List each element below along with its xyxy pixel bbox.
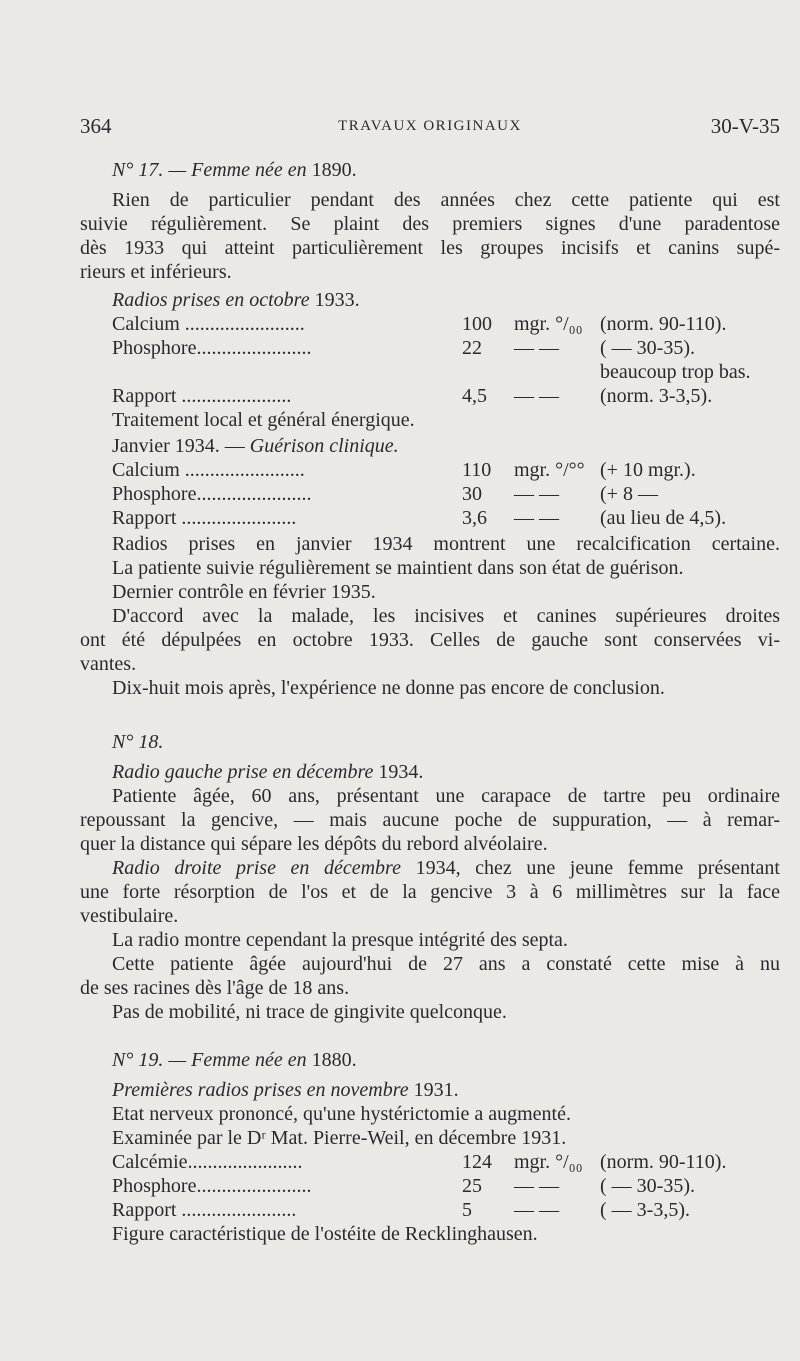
paragraph-line: repoussant la gencive, — mais aucune poche de suppuration, — à remar- xyxy=(80,809,780,831)
table-row: Calcium ........................ 110 mgr. °/°° (+ 10 mgr.). xyxy=(112,459,696,481)
paragraph-line: Examinée par le Dʳ Mat. Pierre-Weil, en décembre 1931. xyxy=(112,1127,567,1149)
paragraph-line: dès 1933 qui atteint particulièrement les groupes incisifs et canins supé- xyxy=(80,237,780,259)
radio-gauche-subheading: Radio gauche prise en décembre 1934. xyxy=(112,761,424,783)
premieres-radios-subheading: Premières radios prises en novembre 1931. xyxy=(112,1079,459,1101)
paragraph-line: quer la distance qui sépare les dépôts du rebord alvéolaire. xyxy=(80,833,548,855)
paragraph-line: vantes. xyxy=(80,653,137,675)
table-row: Calcémie....................... 124 mgr. °/₀₀ (norm. 90-110). xyxy=(112,1151,727,1173)
table-row: Rapport ....................... 3,6 — — (au lieu de 4,5). xyxy=(112,507,727,529)
table-row: Calcium ........................ 100 mgr. °/₀₀ (norm. 90-110). xyxy=(112,313,727,335)
paragraph-line: Radios prises en janvier 1934 montrent une recalcification certaine. xyxy=(112,533,780,555)
paragraph-line: une forte résorption de l'os et de la gencive 3 à 6 millimètres sur la face xyxy=(80,881,780,903)
page-number: 364 xyxy=(80,114,112,138)
issue-date: 30-V-35 xyxy=(710,114,780,138)
paragraph-line: Traitement local et général énergique. xyxy=(112,409,415,431)
table-row: beaucoup trop bas. xyxy=(600,361,751,383)
case-19-heading: N° 19. — Femme née en 1880. xyxy=(112,1049,357,1071)
table-row: Phosphore....................... 30 — — (+ 8 — xyxy=(112,483,658,505)
paragraph-line: D'accord avec la malade, les incisives et canines supérieures droites xyxy=(112,605,780,627)
paragraph-line: Etat nerveux prononcé, qu'une hystérictomie a augmenté. xyxy=(112,1103,571,1125)
table-row: Phosphore....................... 25 — — ( — 30-35). xyxy=(112,1175,695,1197)
paragraph-line: Patiente âgée, 60 ans, présentant une carapace de tartre peu ordinaire xyxy=(112,785,780,807)
table-row: Rapport ...................... 4,5 — — (norm. 3-3,5). xyxy=(112,385,713,407)
paragraph-line: vestibulaire. xyxy=(80,905,179,927)
page-header xyxy=(80,114,780,142)
paragraph-line: Dernier contrôle en février 1935. xyxy=(112,581,376,603)
radios-subheading: Radios prises en octobre 1933. xyxy=(112,289,360,311)
paragraph-line: Cette patiente âgée aujourd'hui de 27 ans a constaté cette mise à nu xyxy=(112,953,780,975)
paragraph-line: Pas de mobilité, ni trace de gingivite quelconque. xyxy=(112,1001,507,1023)
january-subheading: Janvier 1934. — Guérison clinique. xyxy=(112,435,399,457)
case-17-heading: N° 17. — Femme née en 1890. xyxy=(112,159,357,181)
paragraph-line: suivie régulièrement. Se plaint des premiers signes d'une paradentose xyxy=(80,213,780,235)
running-title: TRAVAUX ORIGINAUX xyxy=(338,118,522,134)
table-row: Phosphore....................... 22 — — ( — 30-35). xyxy=(112,337,695,359)
table-row: Rapport ....................... 5 — — ( — 3-3,5). xyxy=(112,1199,690,1221)
paragraph-line: La patiente suivie régulièrement se maintient dans son état de guérison. xyxy=(112,557,684,579)
paragraph-line: de ses racines dès l'âge de 18 ans. xyxy=(80,977,350,999)
radio-droite-line: Radio droite prise en décembre 1934, chez une jeune femme présentant xyxy=(112,857,780,879)
paragraph-line: Rien de particulier pendant des années chez cette patiente qui est xyxy=(112,189,780,211)
paragraph-line: Figure caractéristique de l'ostéite de Recklinghausen. xyxy=(112,1223,538,1245)
paragraph-line: ont été dépulpées en octobre 1933. Celles de gauche sont conservées vi- xyxy=(80,629,780,651)
paragraph-line: rieurs et inférieurs. xyxy=(80,261,232,283)
paragraph-line: Dix-huit mois après, l'expérience ne donne pas encore de conclusion. xyxy=(112,677,665,699)
case-18-heading: N° 18. xyxy=(112,731,164,753)
paragraph-line: La radio montre cependant la presque intégrité des septa. xyxy=(112,929,568,951)
